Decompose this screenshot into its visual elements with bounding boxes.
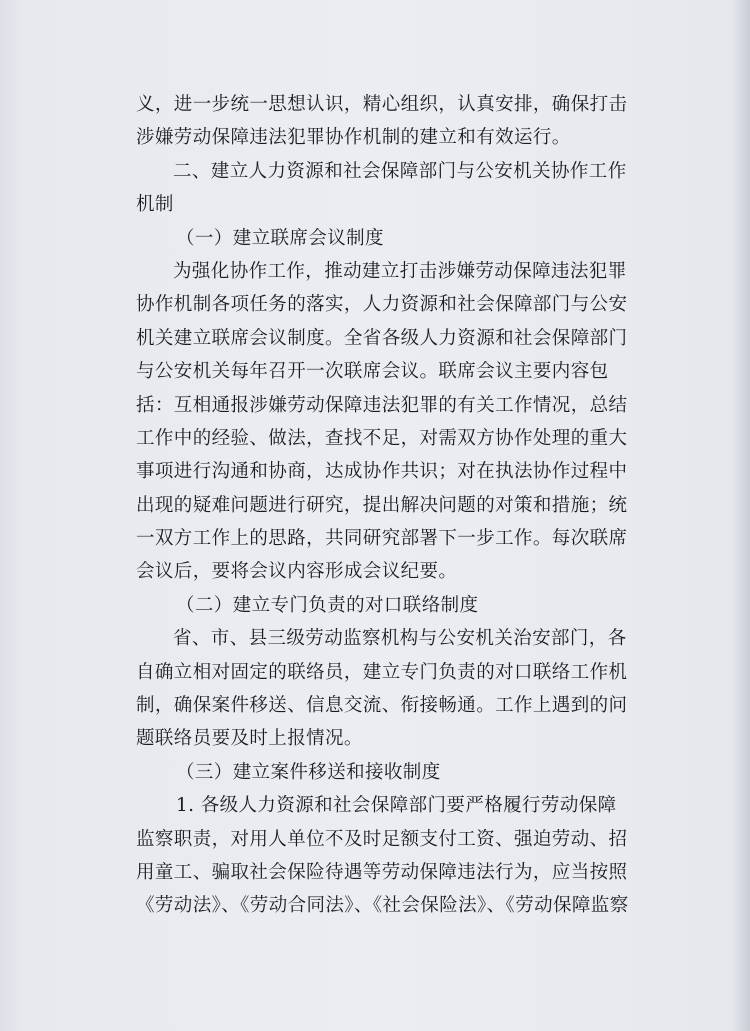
text-line: 括：互相通报涉嫌劳动保障违法犯罪的有关工作情况，总结: [136, 394, 628, 416]
subsection-heading: （一）建立联席会议制度: [176, 227, 384, 249]
text-line: 工作中的经验、做法，查找不足，对需双方协作处理的重大: [136, 427, 628, 449]
section-heading: 机制: [136, 194, 174, 216]
subsection-heading: （二）建立专门负责的对口联络制度: [176, 594, 479, 616]
text-line: 1. 各级人力资源和社会保障部门要严格履行劳动保障: [176, 795, 617, 817]
text-line: 事项进行沟通和协商，达成协作共识；对在执法协作过程中: [136, 461, 628, 483]
document-body: [136, 88, 656, 923]
text-line: 协作机制各项任务的落实，人力资源和社会保障部门与公安: [136, 294, 628, 316]
text-line: 会议后，要将会议内容形成会议纪要。: [136, 561, 458, 583]
text-line: 义，进一步统一思想认识，精心组织，认真安排，确保打击: [136, 94, 628, 115]
text-line: 制，确保案件移送、信息交流、衔接畅通。工作上遇到的问: [136, 695, 628, 717]
text-line: 为强化协作工作，推动建立打击涉嫌劳动保障违法犯罪: [173, 260, 627, 282]
text-line: 监察职责，对用人单位不及时足额支付工资、强迫劳动、招: [136, 828, 628, 850]
text-line: 出现的疑难问题进行研究，提出解决问题的对策和措施；统: [136, 494, 628, 516]
text-line: 一双方工作上的思路，共同研究部署下一步工作。每次联席: [136, 528, 628, 550]
text-line: 自确立相对固定的联络员，建立专门负责的对口联络工作机: [136, 661, 628, 683]
text-line: 省、市、县三级劳动监察机构与公安机关治安部门，各: [173, 628, 627, 650]
text-line: 涉嫌劳动保障违法犯罪协作机制的建立和有效运行。: [136, 127, 571, 149]
text-line: 机关建立联席会议制度。全省各级人力资源和社会保障部门: [136, 327, 628, 349]
text-line: 《劳动法》、《劳动合同法》、《社会保险法》、《劳动保障监察: [136, 895, 629, 917]
subsection-heading: （三）建立案件移送和接收制度: [176, 761, 441, 783]
text-line: 题联络员要及时上报情况。: [136, 728, 363, 750]
section-heading: 二、建立人力资源和社会保障部门与公安机关协作工作: [173, 160, 627, 182]
text-line: 用童工、骗取社会保险待遇等劳动保障违法行为，应当按照: [136, 861, 628, 883]
text-line: 与公安机关每年召开一次联席会议。联席会议主要内容包: [136, 361, 609, 383]
